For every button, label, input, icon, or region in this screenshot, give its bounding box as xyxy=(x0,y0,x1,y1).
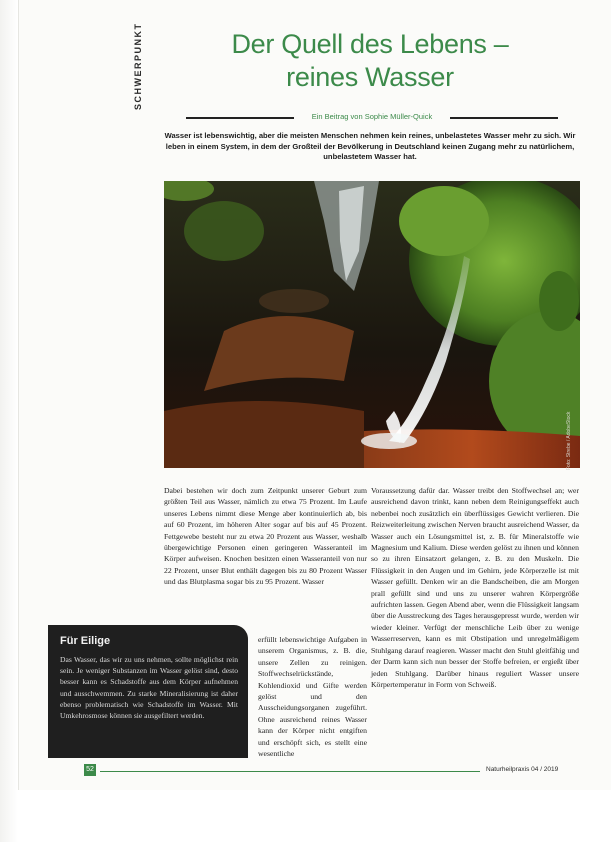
column-1 xyxy=(164,485,367,588)
article-title xyxy=(160,28,580,94)
footer-publication: Naturheilpraxis 04 / 2019 xyxy=(486,766,559,773)
author-byline: Ein Beitrag von Sophie Müller-Quick xyxy=(311,112,433,121)
author-rule-right xyxy=(450,117,558,119)
page-edge xyxy=(0,0,18,842)
waterfall-illustration xyxy=(164,181,580,468)
page-number: 52 xyxy=(84,764,96,776)
footer-rule xyxy=(100,771,480,772)
column-1b-text: erfüllt lebenswichtige Aufgaben in unserem Organismus, z. B. die, unsere Zellen zu reinigen. Stoffwechselrückstände, Kohlendioxid und Gifte werden gelöst und den Ausscheidungsorganen zugeführt. Ohne ausreichend reines Wasser kann der Körper nicht entgiften und erschöpft sich, es stellt eine wesentliche xyxy=(258,635,367,759)
author-row xyxy=(186,112,558,122)
summary-box-text: Das Wasser, das wir zu uns nehmen, sollte möglichst rein sein. Je weniger Substanzen im Wasser gelöst sind, desto besser kann es Schadstoffe aus dem Körper aufnehmen und ausschwemmen. Zu starke Mineralisierung ist daher ebenso problematisch wie Schadstoffe im Wasser. Mit Umkehrosmose können sie ausgefiltert werden. xyxy=(60,655,238,721)
waterfall-photo xyxy=(164,181,580,468)
column-2 xyxy=(371,485,579,690)
section-label: SCHWERPUNKT xyxy=(133,22,143,110)
photo-credit: Foto: Strebe / AdobeStock xyxy=(566,411,572,470)
intro-text: Wasser ist lebenswichtig, aber die meisten Menschen nehmen kein reines, unbelastetes Wasser mehr zu sich. Wir leben in einem System, in dem der Großteil der Bevölkerung in Deutschland keinen Zugang mehr zu natürlichem, unbelastetem Wasser hat. xyxy=(164,131,576,161)
column-1-continued xyxy=(258,634,367,759)
title-line-1: Der Quell des Lebens – xyxy=(231,29,509,59)
title-line-2: reines Wasser xyxy=(286,62,454,92)
author-rule-left xyxy=(186,117,294,119)
column-2-text: Voraussetzung dafür dar. Wasser treibt den Stoffwechsel an; wer ausreichend davon trinkt, kann neben dem Reinigungseffekt auch nebenbei noch zusätzlich ein überflüssiges Gewicht verlieren. Die Reizweiterleitung zwischen Nerven braucht ausreichend Wasser, da Wasser auch ein Lösungsmittel ist, z. B. für Mineralstoffe wie Magnesium und Kalium. Diese werden gelöst zu ihnen und können so zu ihren Einsatzort gelangen, z. B. zu den Muskeln. Die Flüssigkeit in den Augen und im Gehirn, jede Körperzelle ist mit Wasser gefüllt. Denken wir an die Bandscheiben, die am Morgen prall gefüllt sind und uns zu unserer wahren Körpergröße aufrichten lassen. Gegen Abend aber, wenn die Flüssigkeit langsam über die Ausstreckung des Tages herausgepresst wurde, werden wir wieder kleiner. Verfügt der menschliche Leib über zu wenige Wasserreserven, kann es mit Obstipation und unregelmäßigem Stuhlgang darauf reagieren. Wasser macht den Stuhl gleitfähig und der Darm kann sich nun besser der Stoffe befreien, er ergießt über jeden Stuhlgang. Darüber hinaus reguliert Wasser unsere Körpertemperatur in Form von Schweiß. xyxy=(371,486,579,689)
summary-box-title: Für Eilige xyxy=(60,635,111,647)
summary-box xyxy=(48,625,248,758)
column-1-text: Dabei bestehen wir doch zum Zeitpunkt unserer Geburt zum größten Teil aus Wasser, nämlich zu etwa 75 Prozent. Im Laufe unseres Lebens nimmt diese Menge aber kontinuierlich ab, bis auf 60 Prozent, im höheren Alter sogar auf bis auf 45 Prozent. Fettgewebe besteht nur zu etwa 20 Prozent aus Wasser, weshalb übergewichtige Personen einen geringeren Wasseranteil im Körper aufweisen. Knochen besitzen einen Wasseranteil von nur 22 Prozent, unser Blut enthält dagegen bis zu 80 Prozent Wasser und das Blutplasma sogar bis zu 95 Prozent. Wasser xyxy=(164,486,367,587)
